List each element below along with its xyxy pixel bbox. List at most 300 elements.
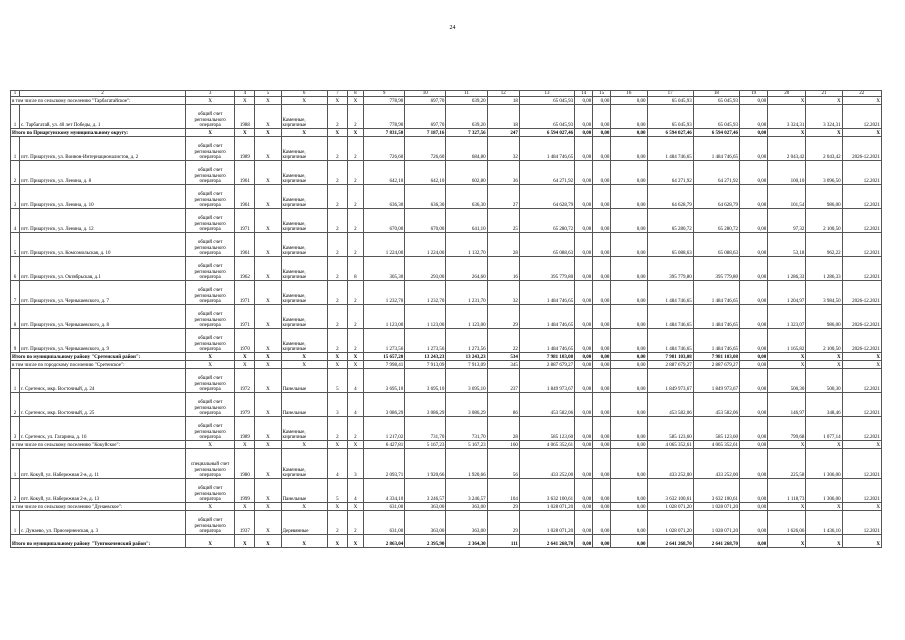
cell-c16: 0,00 xyxy=(611,441,647,449)
cell-c16: 0,00 xyxy=(611,361,647,369)
cell-c22: 12.2021 xyxy=(842,233,881,257)
cell-c21: 348,46 xyxy=(806,393,842,417)
cell-c21: X xyxy=(806,503,842,511)
column-number: 10 xyxy=(405,91,446,97)
cell-c5: X xyxy=(255,137,281,161)
cell-c10: 3 086,29 xyxy=(405,393,446,417)
cell-c15: 0,00 xyxy=(593,535,611,548)
cell-c17: 7 981 103,08 xyxy=(647,353,693,361)
column-number: 9 xyxy=(363,91,404,97)
cell-c22: X xyxy=(842,535,881,548)
cell-c20: X xyxy=(768,353,806,361)
cell-c14: 0,00 xyxy=(575,535,593,548)
cell-c9: 631,00 xyxy=(363,511,404,535)
cell-c21: 500,30 xyxy=(806,369,842,393)
cell-c11: 3 246,57 xyxy=(446,479,487,503)
cell-c17: 2 641 268,70 xyxy=(647,535,693,548)
cell-c22: 12.2021 xyxy=(842,161,881,185)
cell-c9: 1 232,70 xyxy=(363,281,404,305)
floors-cell: 2 xyxy=(327,417,347,441)
cell-c13: 2 641 268,70 xyxy=(519,535,574,548)
cell-c14: 0,00 xyxy=(575,97,593,105)
cell-c11: 3 086,29 xyxy=(446,393,487,417)
cell-c19: 0,00 xyxy=(740,161,768,185)
address-cell: пгт. Кокуй, ул. Набережная 2-я, д. 13 xyxy=(20,479,186,503)
cell-c12: 237 xyxy=(487,369,519,393)
wall-material-cell: Каменные, кирпичные xyxy=(281,105,327,129)
floors-cell: 2 xyxy=(327,511,347,535)
cell-c17: 4 065 352,61 xyxy=(647,441,693,449)
cell-c13: 6 594 027,46 xyxy=(519,129,574,137)
cell-c14: 0,00 xyxy=(575,361,593,369)
cell-c17: 2 887 679,27 xyxy=(647,361,693,369)
cell-c19: 0,00 xyxy=(740,281,768,305)
fund-method-cell: общий счет регионального оператора xyxy=(185,137,234,161)
floors-cell: 2 xyxy=(327,209,347,233)
cell-c22: 2026-12.2021 xyxy=(842,305,881,329)
entrances-cell: 2 xyxy=(347,137,363,161)
table-row xyxy=(11,479,882,503)
address-cell: пгт. Кокуй, ул. Набережная 2-я, д. 11 xyxy=(20,449,186,479)
floors-cell: 3 xyxy=(327,393,347,417)
cell-c6: X xyxy=(281,361,327,369)
cell-c5: X xyxy=(255,535,281,548)
cell-c16: 0,00 xyxy=(611,97,647,105)
cell-c10: 3 695,10 xyxy=(405,369,446,393)
cell-c5: X xyxy=(255,233,281,257)
cell-c16: 0,00 xyxy=(611,105,647,129)
cell-c12: 104 xyxy=(487,479,519,503)
entrances-cell: 4 xyxy=(347,369,363,393)
cell-c10: 670,00 xyxy=(405,209,446,233)
cell-c22: 12.2021 xyxy=(842,479,881,503)
cell-c17: 1 484 746,65 xyxy=(647,305,693,329)
wall-material-cell: Панельные xyxy=(281,393,327,417)
cell-c9: 642,10 xyxy=(363,161,404,185)
cell-c15: 0,00 xyxy=(593,257,611,281)
row-number: 1 xyxy=(11,511,20,535)
cell-c19: 0,00 xyxy=(740,233,768,257)
row-number: 5 xyxy=(11,233,20,257)
cell-c15: 0,00 xyxy=(593,361,611,369)
group-label: в том числе по сельскому поселению "Тарбагатайское": xyxy=(11,97,186,105)
column-number: 4 xyxy=(235,91,255,97)
cell-c16: 0,00 xyxy=(611,209,647,233)
register-table xyxy=(10,90,882,548)
cell-c5: X xyxy=(255,511,281,535)
cell-c8: X xyxy=(347,97,363,105)
cell-c7: X xyxy=(327,503,347,511)
cell-c11: 363,00 xyxy=(446,511,487,535)
year-cell: 1961 xyxy=(235,161,255,185)
cell-c4: X xyxy=(235,441,255,449)
cell-c13: 3 632 100,61 xyxy=(519,479,574,503)
entrances-cell: 2 xyxy=(347,185,363,209)
cell-c19: 0,00 xyxy=(740,511,768,535)
cell-c18: 1 484 746,65 xyxy=(693,281,739,305)
cell-c22: X xyxy=(842,353,881,361)
floors-cell: 2 xyxy=(327,161,347,185)
cell-c14: 0,00 xyxy=(575,329,593,353)
fund-method-cell: общий счет регионального оператора xyxy=(185,257,234,281)
cell-c20: 1 118,73 xyxy=(768,479,806,503)
group-label: Итого по муниципальному району "Тунгокоченский район": xyxy=(11,535,186,548)
row-number: 2 xyxy=(11,393,20,417)
cell-c13: 585 123,60 xyxy=(519,417,574,441)
wall-material-cell: Каменные, кирпичные xyxy=(281,137,327,161)
cell-c9: 778,90 xyxy=(363,105,404,129)
cell-c20: 146,97 xyxy=(768,393,806,417)
cell-c13: 1 028 071,20 xyxy=(519,511,574,535)
cell-c15: 0,00 xyxy=(593,353,611,361)
cell-c8: X xyxy=(347,441,363,449)
table-row xyxy=(11,161,882,185)
cell-c12: 534 xyxy=(487,353,519,361)
year-cell: 1989 xyxy=(235,137,255,161)
cell-c12: 160 xyxy=(487,441,519,449)
cell-c18: 1 849 973,67 xyxy=(693,369,739,393)
column-number: 7 xyxy=(327,91,347,97)
cell-c4: X xyxy=(235,97,255,105)
cell-c21: 986,00 xyxy=(806,185,842,209)
cell-c21: 2 100,50 xyxy=(806,329,842,353)
cell-c12: 29 xyxy=(487,305,519,329)
cell-c7: X xyxy=(327,361,347,369)
cell-c14: 0,00 xyxy=(575,369,593,393)
year-cell: 1980 xyxy=(235,449,255,479)
wall-material-cell: Каменные, кирпичные xyxy=(281,449,327,479)
wall-material-cell: Панельные xyxy=(281,479,327,503)
wall-material-cell: Каменные, кирпичные xyxy=(281,233,327,257)
cell-c14: 0,00 xyxy=(575,161,593,185)
cell-c20: X xyxy=(768,535,806,548)
table-row xyxy=(11,305,882,329)
cell-c19: 0,00 xyxy=(740,129,768,137)
cell-c9: 1 273,56 xyxy=(363,329,404,353)
cell-c3: X xyxy=(185,361,234,369)
cell-c22: X xyxy=(842,361,881,369)
cell-c22: X xyxy=(842,129,881,137)
cell-c12: 36 xyxy=(487,161,519,185)
cell-c15: 0,00 xyxy=(593,511,611,535)
column-number: 16 xyxy=(611,91,647,97)
fund-method-cell: общий счет регионального оператора xyxy=(185,417,234,441)
row-number: 2 xyxy=(11,479,20,503)
cell-c9: 778,90 xyxy=(363,97,404,105)
cell-c18: 64 271,92 xyxy=(693,161,739,185)
fund-method-cell: общий счет регионального оператора xyxy=(185,185,234,209)
cell-c5: X xyxy=(255,97,281,105)
cell-c18: 2 641 268,70 xyxy=(693,535,739,548)
cell-c11: 363,00 xyxy=(446,503,487,511)
row-number: 3 xyxy=(11,185,20,209)
cell-c13: 2 887 679,27 xyxy=(519,361,574,369)
column-number: 21 xyxy=(806,91,842,97)
cell-c14: 0,00 xyxy=(575,137,593,161)
cell-c15: 0,00 xyxy=(593,369,611,393)
cell-c16: 0,00 xyxy=(611,353,647,361)
row-number: 1 xyxy=(11,449,20,479)
cell-c21: X xyxy=(806,97,842,105)
cell-c17: 6 594 027,46 xyxy=(647,129,693,137)
address-cell: пгт. Приаргунск, ул. Ленина, д. 10 xyxy=(20,185,186,209)
cell-c10: 697,70 xyxy=(405,105,446,129)
column-number: 2 xyxy=(20,91,186,97)
floors-cell: 5 xyxy=(327,479,347,503)
subtotal-row xyxy=(11,503,882,511)
wall-material-cell: Каменные, кирпичные xyxy=(281,281,327,305)
cell-c18: 65 045,93 xyxy=(693,105,739,129)
cell-c15: 0,00 xyxy=(593,137,611,161)
cell-c21: 1 077,14 xyxy=(806,417,842,441)
entrances-cell: 2 xyxy=(347,209,363,233)
cell-c15: 0,00 xyxy=(593,329,611,353)
cell-c17: 3 632 100,61 xyxy=(647,479,693,503)
year-cell: 1979 xyxy=(235,393,255,417)
cell-c19: 0,00 xyxy=(740,369,768,393)
entrances-cell: 4 xyxy=(347,393,363,417)
entrances-cell: 2 xyxy=(347,105,363,129)
cell-c15: 0,00 xyxy=(593,503,611,511)
fund-method-cell: общий счет регионального оператора xyxy=(185,305,234,329)
cell-c18: 1 028 071,20 xyxy=(693,503,739,511)
cell-c13: 433 252,00 xyxy=(519,449,574,479)
cell-c14: 0,00 xyxy=(575,281,593,305)
table-row xyxy=(11,329,882,353)
cell-c21: 1 306,00 xyxy=(806,479,842,503)
cell-c13: 4 065 352,61 xyxy=(519,441,574,449)
cell-c20: X xyxy=(768,503,806,511)
cell-c3: X xyxy=(185,353,234,361)
wall-material-cell: Деревянные xyxy=(281,511,327,535)
cell-c16: 0,00 xyxy=(611,369,647,393)
cell-c18: 3 632 100,61 xyxy=(693,479,739,503)
table-row xyxy=(11,105,882,129)
cell-c12: 86 xyxy=(487,393,519,417)
table-row xyxy=(11,137,882,161)
cell-c13: 65 088,63 xyxy=(519,233,574,257)
cell-c12: 29 xyxy=(487,511,519,535)
cell-c21: X xyxy=(806,353,842,361)
entrances-cell: 8 xyxy=(347,257,363,281)
fund-method-cell: общий счет регионального оператора xyxy=(185,281,234,305)
cell-c14: 0,00 xyxy=(575,129,593,137)
cell-c13: 1 484 746,65 xyxy=(519,305,574,329)
cell-c16: 0,00 xyxy=(611,535,647,548)
cell-c16: 0,00 xyxy=(611,479,647,503)
floors-cell: 2 xyxy=(327,281,347,305)
cell-c21: 962,22 xyxy=(806,233,842,257)
cell-c16: 0,00 xyxy=(611,305,647,329)
fund-method-cell: общий счет регионального оператора xyxy=(185,209,234,233)
cell-c13: 1 849 973,67 xyxy=(519,369,574,393)
cell-c18: 64 628,79 xyxy=(693,185,739,209)
cell-c22: 12.2021 xyxy=(842,185,881,209)
cell-c7: X xyxy=(327,353,347,361)
cell-c22: 12.2021 xyxy=(842,511,881,535)
cell-c18: 65 045,93 xyxy=(693,97,739,105)
cell-c13: 65 045,93 xyxy=(519,105,574,129)
cell-c18: 4 065 352,61 xyxy=(693,441,739,449)
wall-material-cell: Каменные, кирпичные xyxy=(281,417,327,441)
cell-c3: X xyxy=(185,129,234,137)
address-cell: пгт. Приаргунск, ул. Чернышевского, д. 8 xyxy=(20,305,186,329)
total-row xyxy=(11,129,882,137)
cell-c5: X xyxy=(255,449,281,479)
cell-c15: 0,00 xyxy=(593,105,611,129)
subtotal-row xyxy=(11,361,882,369)
cell-c4: X xyxy=(235,361,255,369)
floors-cell: 2 xyxy=(327,233,347,257)
cell-c22: X xyxy=(842,441,881,449)
cell-c19: 0,00 xyxy=(740,329,768,353)
cell-c16: 0,00 xyxy=(611,417,647,441)
cell-c16: 0,00 xyxy=(611,129,647,137)
address-cell: с. Тарбагатай, ул. 40 лет Победы, д. 1 xyxy=(20,105,186,129)
cell-c8: X xyxy=(347,353,363,361)
cell-c22: 12.2021 xyxy=(842,369,881,393)
cell-c12: 345 xyxy=(487,361,519,369)
cell-c14: 0,00 xyxy=(575,257,593,281)
cell-c15: 0,00 xyxy=(593,281,611,305)
cell-c21: 1 436,10 xyxy=(806,511,842,535)
address-cell: г. Сретенск, мкр. Восточный, д. 25 xyxy=(20,393,186,417)
column-number: 18 xyxy=(693,91,739,97)
fund-method-cell: специальный счет регионального оператора xyxy=(185,449,234,479)
cell-c15: 0,00 xyxy=(593,233,611,257)
cell-c16: 0,00 xyxy=(611,281,647,305)
row-number: 6 xyxy=(11,257,20,281)
cell-c20: 101,54 xyxy=(768,185,806,209)
subtotal-row xyxy=(11,441,882,449)
cell-c11: 2 364,30 xyxy=(446,535,487,548)
cell-c16: 0,00 xyxy=(611,137,647,161)
cell-c9: 15 657,20 xyxy=(363,353,404,361)
cell-c11: 1 920,66 xyxy=(446,449,487,479)
cell-c17: 1 484 746,65 xyxy=(647,281,693,305)
cell-c16: 0,00 xyxy=(611,393,647,417)
cell-c12: 247 xyxy=(487,129,519,137)
fund-method-cell: общий счет регионального оператора xyxy=(185,233,234,257)
cell-c13: 1 484 746,65 xyxy=(519,329,574,353)
cell-c16: 0,00 xyxy=(611,161,647,185)
cell-c22: 2026-12.2021 xyxy=(842,137,881,161)
cell-c18: 585 123,60 xyxy=(693,417,739,441)
address-cell: с. Дунаево, ул. Приозерненская, д. 3 xyxy=(20,511,186,535)
cell-c13: 7 981 103,08 xyxy=(519,353,574,361)
cell-c12: 32 xyxy=(487,137,519,161)
cell-c20: 97,32 xyxy=(768,209,806,233)
cell-c15: 0,00 xyxy=(593,393,611,417)
address-cell: пгт. Приаргунск, ул. Воинов-Интернационалистов, д. 2 xyxy=(20,137,186,161)
table-row xyxy=(11,417,882,441)
cell-c20: 1 165,82 xyxy=(768,329,806,353)
cell-c9: 726,60 xyxy=(363,137,404,161)
cell-c19: 0,00 xyxy=(740,185,768,209)
cell-c11: 7 913,09 xyxy=(446,361,487,369)
cell-c14: 0,00 xyxy=(575,393,593,417)
cell-c10: 731,70 xyxy=(405,417,446,441)
cell-c5: X xyxy=(255,361,281,369)
cell-c16: 0,00 xyxy=(611,511,647,535)
cell-c17: 1 849 973,67 xyxy=(647,369,693,393)
cell-c17: 65 280,72 xyxy=(647,209,693,233)
cell-c5: X xyxy=(255,305,281,329)
cell-c20: 225,58 xyxy=(768,449,806,479)
cell-c11: 641,10 xyxy=(446,209,487,233)
cell-c10: 726,60 xyxy=(405,137,446,161)
cell-c21: 1 286,33 xyxy=(806,257,842,281)
cell-c15: 0,00 xyxy=(593,185,611,209)
cell-c20: 100,10 xyxy=(768,161,806,185)
cell-c19: 0,00 xyxy=(740,479,768,503)
column-number: 15 xyxy=(593,91,611,97)
cell-c5: X xyxy=(255,417,281,441)
cell-c17: 64 628,79 xyxy=(647,185,693,209)
wall-material-cell: Каменные, кирпичные xyxy=(281,185,327,209)
year-cell: 1972 xyxy=(235,369,255,393)
year-cell: 1989 xyxy=(235,417,255,441)
cell-c5: X xyxy=(255,479,281,503)
subtotal-row xyxy=(11,97,882,105)
cell-c10: 7 913,09 xyxy=(405,361,446,369)
entrances-cell: 2 xyxy=(347,281,363,305)
column-number: 17 xyxy=(647,91,693,97)
cell-c9: 2 863,04 xyxy=(363,535,404,548)
cell-c15: 0,00 xyxy=(593,449,611,479)
row-number: 4 xyxy=(11,209,20,233)
cell-c15: 0,00 xyxy=(593,97,611,105)
cell-c19: 0,00 xyxy=(740,97,768,105)
address-cell: пгт. Приаргунск, ул. Ленина, д. 12 xyxy=(20,209,186,233)
cell-c10: 1 273,56 xyxy=(405,329,446,353)
cell-c7: X xyxy=(327,129,347,137)
entrances-cell: 4 xyxy=(347,479,363,503)
cell-c14: 0,00 xyxy=(575,441,593,449)
cell-c9: 3 695,10 xyxy=(363,369,404,393)
cell-c5: X xyxy=(255,503,281,511)
cell-c5: X xyxy=(255,185,281,209)
table-row xyxy=(11,233,882,257)
cell-c14: 0,00 xyxy=(575,417,593,441)
cell-c9: 636,30 xyxy=(363,185,404,209)
cell-c9: 1 217,02 xyxy=(363,417,404,441)
cell-c21: X xyxy=(806,129,842,137)
cell-c11: 639,20 xyxy=(446,97,487,105)
cell-c13: 64 628,79 xyxy=(519,185,574,209)
cell-c19: 0,00 xyxy=(740,353,768,361)
floors-cell: 5 xyxy=(327,369,347,393)
table-row xyxy=(11,511,882,535)
cell-c9: 2 093,71 xyxy=(363,449,404,479)
cell-c9: 1 123,00 xyxy=(363,305,404,329)
cell-c19: 0,00 xyxy=(740,209,768,233)
cell-c19: 0,00 xyxy=(740,305,768,329)
cell-c22: 12.2021 xyxy=(842,417,881,441)
floors-cell: 2 xyxy=(327,329,347,353)
cell-c13: 65 045,93 xyxy=(519,97,574,105)
cell-c3: X xyxy=(185,97,234,105)
cell-c6: X xyxy=(281,503,327,511)
column-number: 22 xyxy=(842,91,881,97)
entrances-cell: 2 xyxy=(347,511,363,535)
cell-c12: 18 xyxy=(487,97,519,105)
cell-c10: 5 167,23 xyxy=(405,441,446,449)
cell-c14: 0,00 xyxy=(575,353,593,361)
entrances-cell: 2 xyxy=(347,233,363,257)
fund-method-cell: общий счет регионального оператора xyxy=(185,161,234,185)
cell-c5: X xyxy=(255,105,281,129)
